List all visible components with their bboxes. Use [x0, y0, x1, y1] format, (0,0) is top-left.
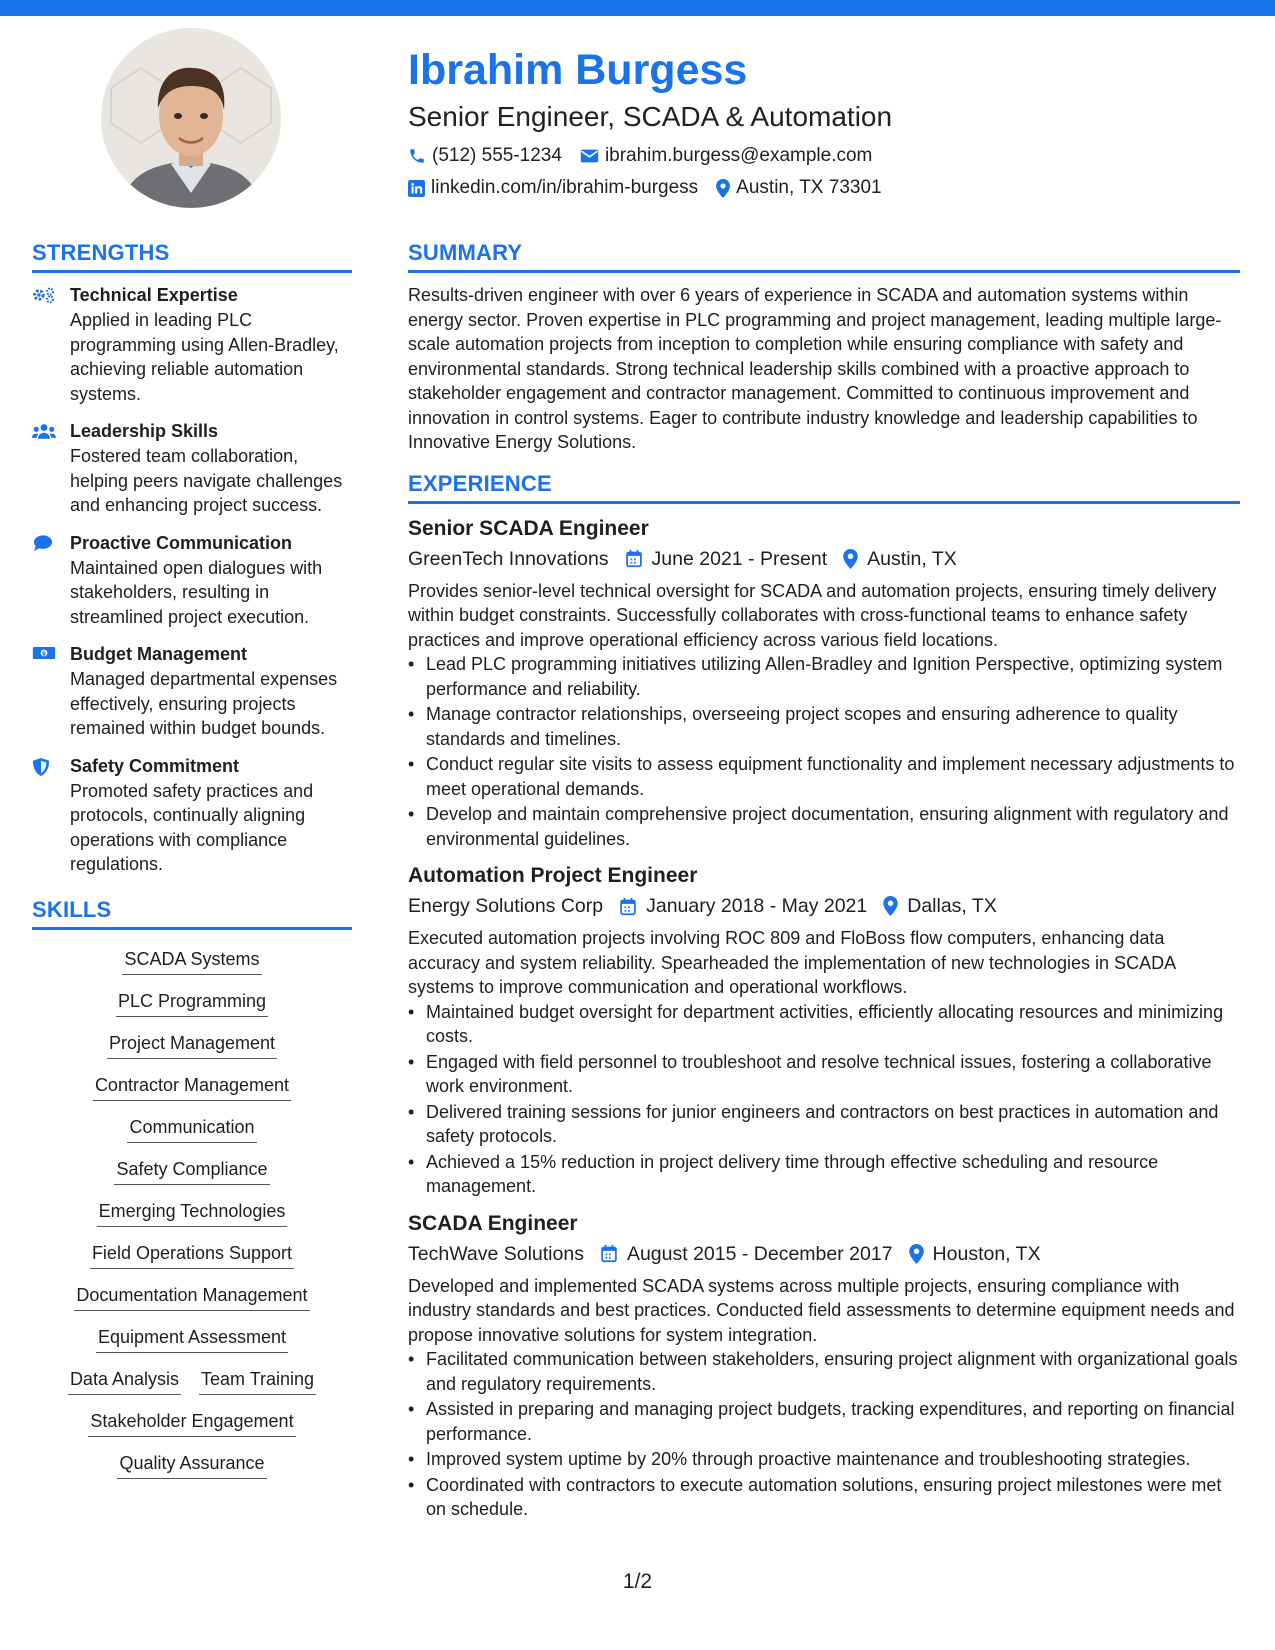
job-location: Houston, TX: [932, 1242, 1041, 1265]
job-description: Developed and implemented SCADA systems across multiple projects, ensuring compliance with industry standards and best practices. Conducted field assessments to determine equipment needs and propose innovative solutions for system integration.: [408, 1275, 1235, 1345]
strengths-title: STRENGTHS: [32, 240, 352, 273]
page-number: 1/2: [622, 1570, 653, 1593]
skill-tag: Field Operations Support: [90, 1240, 294, 1269]
job-location: Dallas, TX: [907, 895, 997, 917]
map-pin-icon: [909, 1244, 924, 1264]
job-bullets: [408, 652, 1240, 851]
job-entry: [408, 861, 1240, 1199]
right-column: [408, 240, 1240, 1523]
skill-tag: SCADA Systems: [122, 946, 261, 975]
email-contact[interactable]: [580, 145, 872, 167]
skills-list: [32, 940, 352, 1486]
resume-header: [408, 44, 1248, 204]
strength-item: [32, 283, 352, 406]
map-pin-icon: [843, 549, 858, 569]
job-bullet: • Achieved a 15% reduction in project delivery time through effective scheduling and resource management.: [408, 1150, 1240, 1199]
strength-heading: Proactive Communication: [70, 532, 293, 553]
strength-item: [32, 642, 352, 741]
skill-tag: Quality Assurance: [117, 1450, 266, 1479]
gears-icon: [32, 286, 56, 304]
job-company: GreenTech Innovations: [408, 547, 609, 570]
job-location: Austin, TX: [867, 547, 957, 570]
skill-tag: Stakeholder Engagement: [88, 1408, 295, 1437]
job-role: Automation Project Engineer: [408, 864, 698, 887]
summary-title: SUMMARY: [408, 240, 1240, 273]
job-bullet: • Lead PLC programming initiatives utilizing Allen-Bradley and Ignition Perspective, optimizing system performance and reliability.: [408, 652, 1240, 701]
skill-tag: Communication: [127, 1114, 256, 1143]
experience-title: EXPERIENCE: [408, 471, 1240, 504]
job-bullet: • Facilitated communication between stakeholders, ensuring project alignment with organizational goals and regulatory requirements.: [408, 1347, 1240, 1396]
candidate-title: Senior Engineer, SCADA & Automation: [408, 101, 893, 132]
calendar-icon: [619, 897, 637, 916]
job-bullet: • Delivered training sessions for junior engineers and contractors on best practices in automation and safety protocols.: [408, 1100, 1240, 1149]
profile-photo: [101, 28, 281, 208]
strength-text: Promoted safety practices and protocols, continually aligning operations with compliance regulations.: [70, 780, 314, 874]
left-column: [32, 240, 352, 1486]
job-dates: August 2015 - December 2017: [626, 1242, 893, 1265]
skill-tag: Documentation Management: [74, 1282, 309, 1311]
job-bullet: • Develop and maintain comprehensive project documentation, ensuring alignment with regulatory and environmental guidelines.: [408, 802, 1240, 851]
skill-tag: Safety Compliance: [114, 1156, 269, 1185]
strength-item: [32, 754, 352, 877]
envelope-icon: [580, 148, 599, 164]
job-role: Senior SCADA Engineer: [408, 516, 649, 540]
location-contact: [716, 177, 881, 199]
job-dates: January 2018 - May 2021: [646, 895, 868, 917]
strength-item: [32, 419, 352, 518]
skill-tag: Emerging Technologies: [97, 1198, 288, 1227]
skill-tag: Team Training: [199, 1366, 316, 1395]
svg-text:$: $: [41, 650, 47, 658]
skills-title: SKILLS: [32, 897, 352, 930]
strength-item: [32, 531, 352, 630]
comment-icon: [32, 534, 54, 552]
job-role: SCADA Engineer: [408, 1211, 578, 1235]
job-bullet: • Manage contractor relationships, overseeing project scopes and ensuring adherence to quality standards and timelines.: [408, 702, 1240, 751]
job-entry: [408, 1209, 1240, 1522]
job-description: Provides senior-level technical oversight for SCADA and automation projects, ensuring timely delivery within budget constraints. Successfully collaborates with cross-functional teams to enhance safety practices and improve operational efficiency across various field locations.: [408, 580, 1217, 650]
job-company: Energy Solutions Corp: [408, 895, 604, 917]
phone-contact[interactable]: [408, 145, 562, 167]
top-accent-bar: [0, 0, 1275, 16]
job-company: TechWave Solutions: [408, 1242, 584, 1265]
strength-text: Managed departmental expenses effectively, ensuring projects remained within budget bounds.: [70, 669, 338, 738]
strength-text: Applied in leading PLC programming using Allen-Bradley, achieving reliable automation systems.: [70, 310, 339, 404]
job-bullet: • Maintained budget oversight for department activities, efficiently allocating resources and minimizing costs.: [408, 1000, 1240, 1049]
email-address: ibrahim.burgess@example.com: [604, 145, 873, 166]
skill-tag: Project Management: [107, 1030, 277, 1059]
map-pin-icon: [716, 179, 730, 198]
strength-heading: Safety Commitment: [70, 755, 240, 776]
calendar-icon: [600, 1244, 618, 1263]
skill-tag: Contractor Management: [93, 1072, 291, 1101]
summary-text: Results-driven engineer with over 6 years of experience in SCADA and automation systems within energy sector. Proven expertise in PLC programming and project management, leading multiple large-scale automation projects from inception to completion while ensuring compliance with safety and environmental standards. Strong technical leadership skills combined with a proactive approach to stakeholder engagement and contractor management. Committed to continuous improvement and innovation in control systems. Eager to contribute industry knowledge and leadership capabilities to Innovative Energy Solutions.: [408, 285, 1222, 452]
job-dates: June 2021 - Present: [651, 547, 828, 570]
money-bill-icon: [32, 645, 56, 661]
strength-heading: Technical Expertise: [70, 285, 238, 305]
phone-number: (512) 555-1234: [432, 145, 562, 166]
strength-heading: Leadership Skills: [70, 421, 219, 441]
skill-tag: Equipment Assessment: [96, 1324, 288, 1353]
strength-text: Fostered team collaboration, helping peers navigate challenges and enhancing project success.: [70, 446, 343, 515]
job-description: Executed automation projects involving ROC 809 and FloBoss flow computers, enhancing data accuracy and system reliability. Spearheaded the implementation of new technologies in SCADA systems to improve communication and operational workflows.: [408, 928, 1176, 997]
users-icon: [32, 422, 56, 440]
linkedin-contact[interactable]: [408, 177, 698, 199]
job-bullet: • Engaged with field personnel to troubleshoot and resolve technical issues, fostering a collaborative work environment.: [408, 1050, 1240, 1099]
skill-tag: PLC Programming: [116, 988, 268, 1017]
skill-tag: Data Analysis: [68, 1366, 181, 1395]
job-bullet: • Improved system uptime by 20% through proactive maintenance and troubleshooting strategies.: [408, 1447, 1240, 1472]
job-bullet: • Conduct regular site visits to assess equipment functionality and implement necessary adjustments to meet operational demands.: [408, 752, 1240, 801]
linkedin-url: linkedin.com/in/ibrahim-burgess: [431, 177, 699, 198]
job-bullets: [408, 1347, 1240, 1522]
job-bullet: • Assisted in preparing and managing project budgets, tracking expenditures, and reporting on financial performance.: [408, 1397, 1240, 1446]
shield-icon: [32, 757, 50, 777]
job-bullets: [408, 1000, 1240, 1199]
calendar-icon: [625, 549, 643, 568]
candidate-name: Ibrahim Burgess: [408, 46, 748, 94]
phone-icon: [408, 147, 426, 165]
job-entry: [408, 514, 1240, 852]
job-bullet: • Coordinated with contractors to execute automation solutions, ensuring project milestones were met on schedule.: [408, 1473, 1240, 1522]
map-pin-icon: [883, 896, 898, 916]
strength-text: Maintained open dialogues with stakeholders, resulting in streamlined project execution.: [70, 557, 323, 627]
linkedin-icon: [408, 180, 425, 197]
strength-heading: Budget Management: [70, 644, 248, 664]
location-text: Austin, TX 73301: [736, 177, 882, 198]
